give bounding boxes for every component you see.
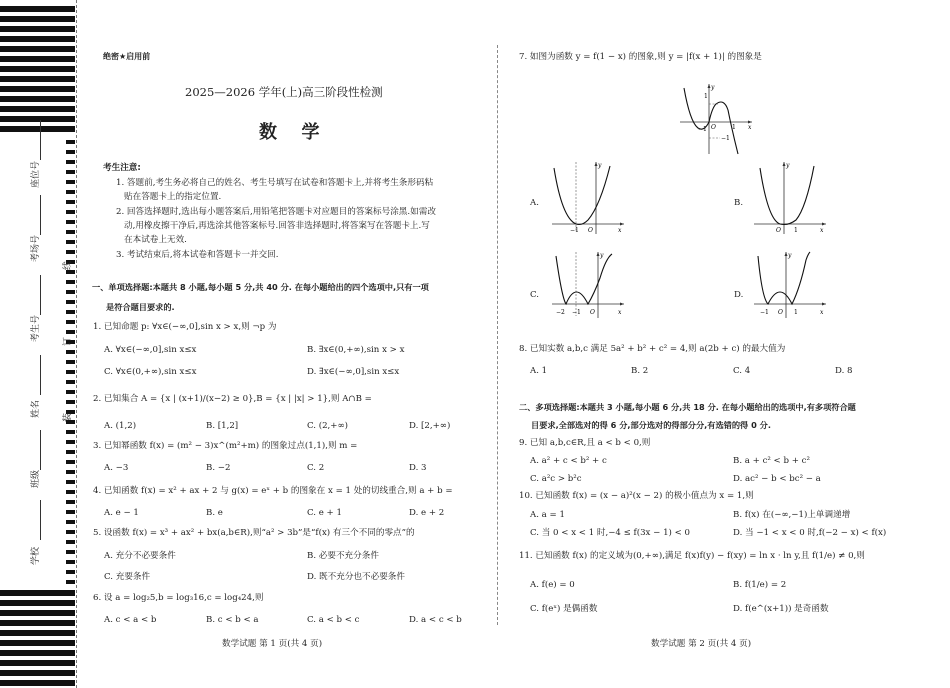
q10-option-d: D. 当 −1 < x < 0 时,f(−2 − x) < f(x)	[733, 528, 887, 538]
q7c-origin: O	[590, 309, 595, 316]
q10-option-b: B. f(x) 在(−∞,−1)上单调递增	[733, 510, 851, 520]
binding-tick	[66, 230, 75, 234]
binding-bar	[0, 660, 75, 666]
binding-bar	[0, 46, 75, 52]
q7-option-d-label: D.	[734, 290, 744, 300]
q11-option-b: B. f(1/e) = 2	[733, 580, 787, 590]
binding-tick	[66, 490, 75, 494]
binding-tick	[66, 310, 75, 314]
binding-tick	[66, 160, 75, 164]
q7-option-a-label: A.	[530, 198, 539, 208]
q3-option-b: B. −2	[206, 463, 231, 473]
q9-option-b: B. a + c² < b + c²	[733, 456, 810, 466]
binding-tick	[66, 240, 75, 244]
q2-option-d: D. [2,+∞)	[409, 421, 451, 431]
q8-option-c: C. 4	[733, 366, 751, 376]
q11-option-d: D. f(e^(x+1)) 是奇函数	[733, 604, 829, 614]
binding-bar	[0, 670, 75, 676]
section2-heading-cont: 目要求,全部选对的得 6 分,部分选对的得部分分,有选错的得 0 分.	[531, 420, 771, 430]
binding-tick	[66, 550, 75, 554]
q2-option-a: A. (1,2)	[104, 421, 137, 431]
binding-tick	[66, 190, 75, 194]
q7d-one: 1	[794, 309, 798, 316]
q7c-y: y	[600, 252, 604, 259]
binding-tick	[66, 560, 75, 564]
q8-stem: 8. 已知实数 a,b,c 满足 5a² + b² + c² = 4,则 a(2b + c) 的最大值为	[519, 344, 786, 354]
q11-option-c: C. f(eˣ) 是偶函数	[530, 604, 598, 614]
q7-option-c-graph	[548, 248, 628, 320]
binding-bar	[0, 126, 75, 132]
notice-line: 动,用橡皮擦干净后,再选涂其他答案标号.回答非选择题时,将答案写在答题卡上.写	[124, 221, 430, 231]
q1-option-d: D. ∃x∈(−∞,0],sin x≤x	[307, 367, 400, 377]
binding-bar	[0, 6, 75, 12]
q6-option-a: A. c < a < b	[104, 615, 157, 625]
school-line	[40, 500, 41, 540]
notice-line: 在本试卷上无效.	[124, 235, 187, 245]
q4-option-c: C. e + 1	[307, 508, 342, 518]
binding-bar	[0, 36, 75, 42]
q10-option-c: C. 当 0 < x < 1 时,−4 ≤ f(3x − 1) < 0	[530, 528, 691, 538]
q7c-x: x	[618, 309, 622, 316]
binding-bar	[0, 640, 75, 646]
binding-tick	[66, 430, 75, 434]
page-divider	[497, 45, 498, 625]
notice-line: 贴在答题卡上的指定位置.	[124, 192, 222, 202]
q7c-neg-two: −2	[556, 309, 565, 316]
q7d-x: x	[820, 309, 824, 316]
q11-option-a: A. f(e) = 0	[530, 580, 575, 590]
q10-stem: 10. 已知函数 f(x) = (x − a)²(x − 2) 的极小值点为 x = 1,则	[519, 491, 754, 501]
q7-main-label-one: 1	[704, 93, 708, 100]
q7c-neg-one: −1	[572, 309, 581, 316]
q7-main-x: x	[748, 124, 752, 131]
q3-option-c: C. 2	[307, 463, 325, 473]
section2-heading: 二、多项选择题:本题共 3 小题,每小题 6 分,共 18 分. 在每小题给出的选项中,有多项符合题	[519, 402, 856, 412]
binding-tick	[66, 460, 75, 464]
binding-tick	[66, 380, 75, 384]
q2-option-c: C. (2,+∞)	[307, 421, 348, 431]
q9-option-d: D. ac² − b < bc² − a	[733, 474, 821, 484]
binding-tick	[66, 210, 75, 214]
binding-tick	[66, 200, 75, 204]
q3-option-a: A. −3	[104, 463, 129, 473]
q2-option-b: B. [1,2]	[206, 421, 239, 431]
q5-option-d: D. 既不充分也不必要条件	[307, 572, 405, 582]
q3-stem: 3. 已知幂函数 f(x) = (m² − 3)x^(m²+m) 的图象过点(1,1),则 m =	[93, 441, 358, 451]
q7-main-graph	[676, 80, 756, 156]
binding-mark-bind: 装	[63, 412, 73, 422]
binding-tick	[66, 580, 75, 584]
name-label: 姓名	[31, 399, 41, 418]
binding-tick	[66, 280, 75, 284]
q7-main-label-one-x: 1	[732, 124, 736, 131]
binding-bar	[0, 26, 75, 32]
notice-title: 考生注意:	[103, 163, 141, 173]
binding-bar	[0, 600, 75, 606]
q5-option-a: A. 充分不必要条件	[104, 551, 176, 561]
q6-option-d: D. a < c < b	[409, 615, 462, 625]
q7-option-b-graph	[750, 158, 830, 236]
binding-tick	[66, 220, 75, 224]
q1-stem: 1. 已知命题 p: ∀x∈(−∞,0],sin x > x,则 ¬p 为	[93, 322, 277, 332]
binding-tick	[66, 470, 75, 474]
binding-bar	[0, 66, 75, 72]
q1-option-b: B. ∃x∈(0,+∞),sin x > x	[307, 345, 405, 355]
binding-tick	[66, 500, 75, 504]
binding-bar	[0, 650, 75, 656]
q7b-y: y	[786, 162, 790, 169]
binding-tick	[66, 290, 75, 294]
q7d-neg-one: −1	[760, 309, 769, 316]
seat-number-line	[40, 120, 41, 160]
section1-heading-cont: 是符合题目要求的.	[106, 302, 175, 312]
q7a-neg-one: −1	[570, 227, 579, 234]
binding-tick	[66, 140, 75, 144]
confidential-mark: 绝密★启用前	[103, 52, 151, 61]
q9-option-c: C. a²c > b²c	[530, 474, 582, 484]
q10-option-a: A. a = 1	[530, 510, 565, 520]
binding-bar	[0, 16, 75, 22]
binding-tick	[66, 480, 75, 484]
binding-tick	[66, 530, 75, 534]
binding-tick	[66, 520, 75, 524]
q7a-x: x	[618, 227, 622, 234]
q8-option-d: D. 8	[835, 366, 853, 376]
q8-option-b: B. 2	[631, 366, 649, 376]
q7-main-label-neg-one-y: −1	[721, 135, 730, 142]
exam-room-line	[40, 195, 41, 235]
school-label: 学校	[31, 546, 41, 565]
binding-tick	[66, 390, 75, 394]
binding-bar	[0, 630, 75, 636]
binding-tick	[66, 320, 75, 324]
notice-line: 1. 答题前,考生务必将自己的姓名、考生号填写在试卷和答题卡上,并将考生条形码粘	[116, 178, 434, 188]
binding-tick	[66, 300, 75, 304]
q6-stem: 6. 设 a = log₂5,b = log₃16,c = log₄24,则	[93, 593, 264, 603]
binding-mark-staple: 订	[63, 336, 73, 346]
seat-number-label: 座位号	[31, 160, 41, 188]
q1-option-c: C. ∀x∈(0,+∞),sin x≤x	[104, 367, 197, 377]
class-label: 班级	[31, 469, 41, 488]
binding-bar	[0, 106, 75, 112]
q11-stem: 11. 已知函数 f(x) 的定义域为(0,+∞),满足 f(x)f(y) − f(xy) = ln x · ln y,且 f(1/e) ≠ 0,则	[519, 551, 865, 561]
binding-tick	[66, 440, 75, 444]
binding-bar	[0, 590, 75, 596]
footer-page-2: 数学试题 第 2 页(共 4 页)	[651, 639, 752, 649]
binding-bar	[0, 620, 75, 626]
binding-tick	[66, 370, 75, 374]
q7b-origin: O	[776, 227, 781, 234]
exam-title: 2025—2026 学年(上)高三阶段性检测	[185, 85, 383, 99]
q7-stem: 7. 如图为函数 y = f(1 − x) 的图象,则 y = |f(x + 1)| 的图象是	[519, 52, 762, 62]
notice-line: 2. 回答选择题时,选出每小题答案后,用铅笔把答题卡对应题目的答案标号涂黑.如需改	[116, 207, 436, 217]
q7-main-label-neg-one: −1	[698, 126, 707, 133]
q5-option-c: C. 充要条件	[104, 572, 151, 582]
q5-option-b: B. 必要不充分条件	[307, 551, 379, 561]
binding-bar	[0, 76, 75, 82]
candidate-number-line	[40, 275, 41, 315]
q2-stem: 2. 已知集合 A = {x | (x+1)/(x−2) ≥ 0},B = {x | |x| > 1},则 A∩B =	[93, 394, 372, 404]
binding-tick	[66, 330, 75, 334]
binding-tick	[66, 350, 75, 354]
q4-option-b: B. e	[206, 508, 223, 518]
binding-tick	[66, 510, 75, 514]
binding-tick	[66, 270, 75, 274]
binding-tick	[66, 150, 75, 154]
q7-main-y: y	[711, 84, 715, 91]
binding-tick	[66, 180, 75, 184]
candidate-number-label: 考生号	[31, 314, 41, 342]
q6-option-c: C. a < b < c	[307, 615, 360, 625]
binding-bar	[0, 610, 75, 616]
section1-heading: 一、单项选择题:本题共 8 小题,每小题 5 分,共 40 分. 在每小题给出的四个选项中,只有一项	[92, 282, 429, 292]
q7-main-origin: O	[711, 124, 716, 131]
binding-tick	[66, 540, 75, 544]
subject-title: 数 学	[259, 122, 324, 143]
notice-line: 3. 考试结束后,将本试卷和答题卡一并交回.	[116, 250, 279, 260]
q4-option-d: D. e + 2	[409, 508, 445, 518]
binding-tick	[66, 360, 75, 364]
q7a-y: y	[598, 162, 602, 169]
binding-tick	[66, 450, 75, 454]
q4-option-a: A. e − 1	[104, 508, 139, 518]
class-line	[40, 430, 41, 470]
q8-option-a: A. 1	[530, 366, 548, 376]
name-line	[40, 355, 41, 395]
q9-stem: 9. 已知 a,b,c∈R,且 a < b < 0,则	[519, 438, 651, 448]
q7d-origin: O	[778, 309, 783, 316]
binding-tick	[66, 170, 75, 174]
q5-stem: 5. 设函数 f(x) = x³ + ax² + bx(a,b∈R),则“a² > 3b”是“f(x) 有三个不同的零点”的	[93, 528, 415, 538]
binding-bar	[0, 680, 75, 686]
binding-tick	[66, 400, 75, 404]
q3-option-d: D. 3	[409, 463, 427, 473]
q7-option-b-label: B.	[734, 198, 744, 208]
q1-option-a: A. ∀x∈(−∞,0],sin x≤x	[104, 345, 197, 355]
q7a-origin: O	[588, 227, 593, 234]
q7d-y: y	[788, 252, 792, 259]
q7b-x: x	[820, 227, 824, 234]
exam-room-label: 考场号	[31, 234, 41, 262]
q4-stem: 4. 已知函数 f(x) = x² + ax + 2 与 g(x) = eˣ + b 的图象在 x = 1 处的切线重合,则 a + b =	[93, 486, 453, 496]
binding-tick	[66, 250, 75, 254]
q7b-one: 1	[794, 227, 798, 234]
q7-option-a-graph	[548, 158, 628, 236]
q7-option-d-graph	[750, 248, 830, 320]
binding-tick	[66, 570, 75, 574]
binding-line	[76, 0, 78, 688]
q9-option-a: A. a² + c < b² + c	[530, 456, 607, 466]
binding-bar	[0, 116, 75, 122]
footer-page-1: 数学试题 第 1 页(共 4 页)	[222, 639, 323, 649]
binding-mark-line: 线	[63, 260, 73, 270]
binding-bar	[0, 96, 75, 102]
binding-bar	[0, 56, 75, 62]
q6-option-b: B. c < b < a	[206, 615, 259, 625]
binding-bar	[0, 86, 75, 92]
q7-option-c-label: C.	[530, 290, 540, 300]
